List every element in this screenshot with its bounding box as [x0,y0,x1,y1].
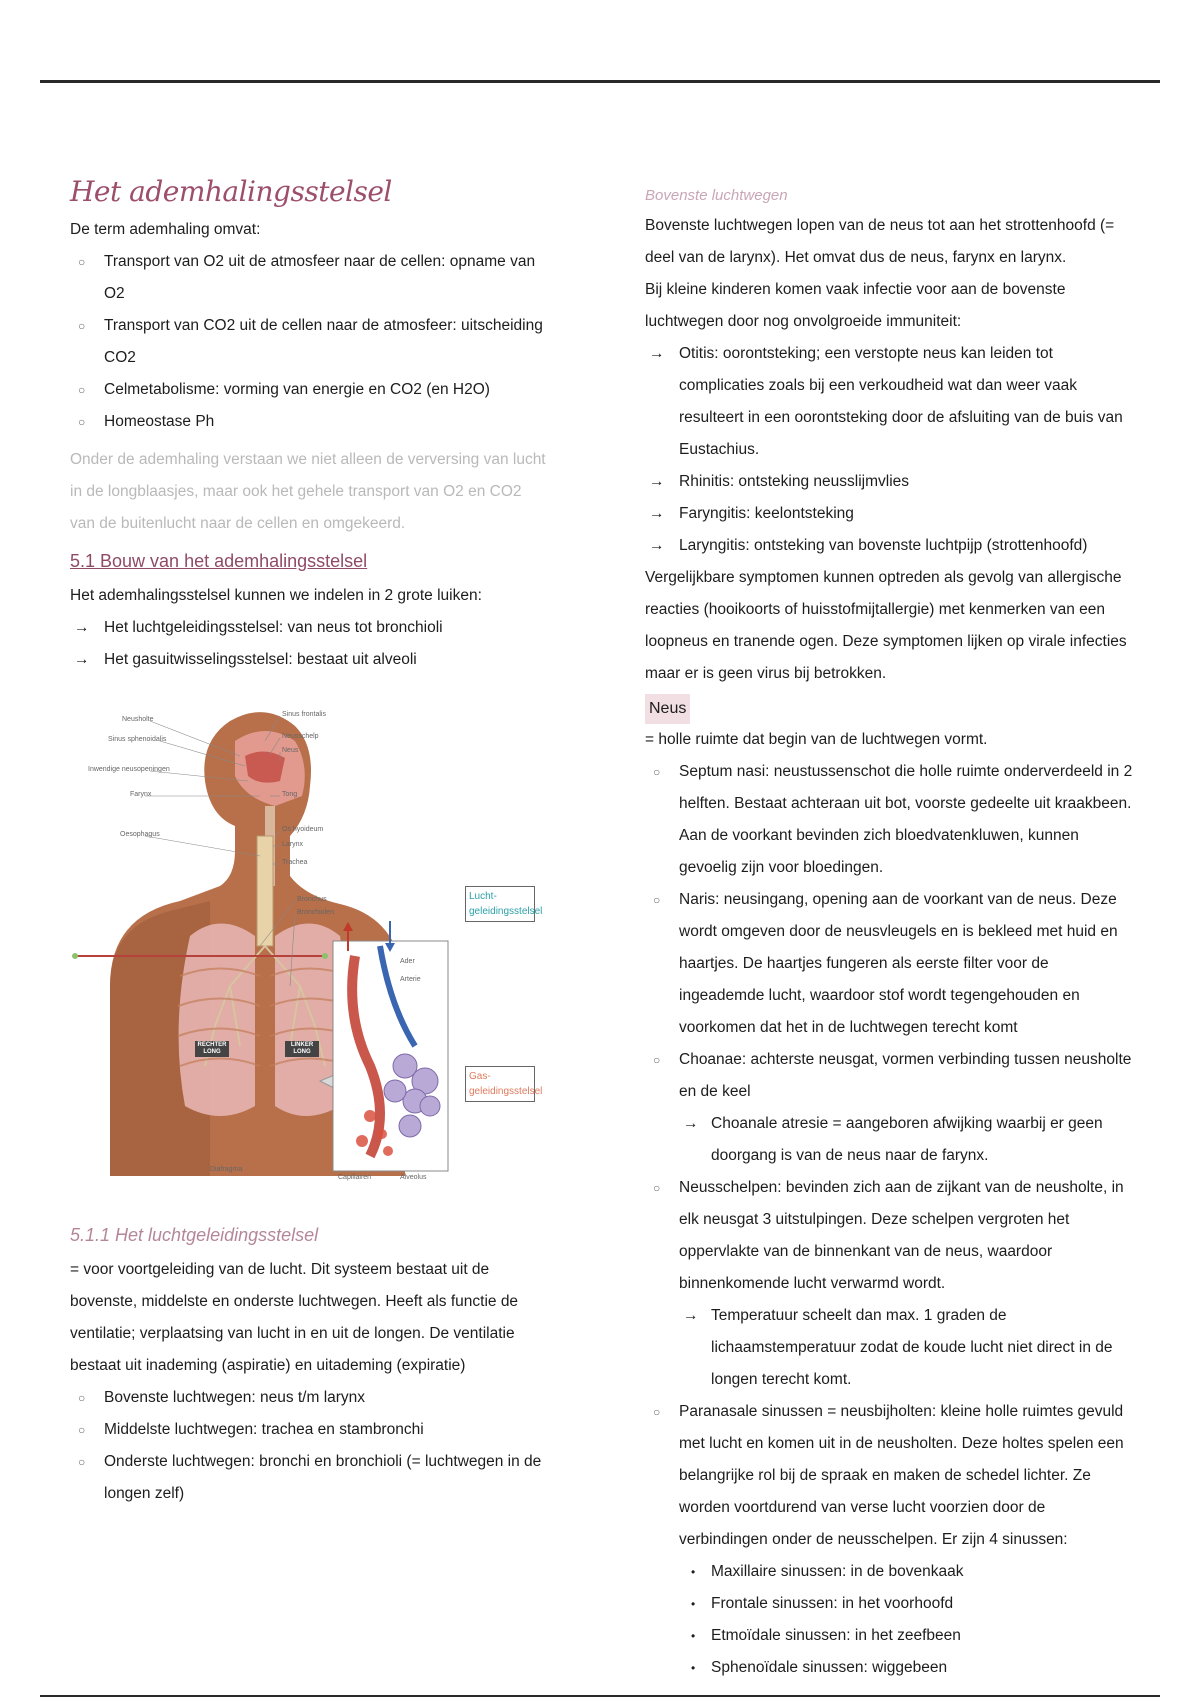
list-item: → Het gasuitwisselingsstelsel: bestaat uit alveoli [70,644,550,676]
bottom-rule [40,1695,1160,1697]
subsection-heading: 5.1.1 Het luchtgeleidingsstelsel [70,1225,319,1245]
list-item: → Faryngitis: keelontsteking [645,498,1135,530]
bullet-dot-icon: • [691,1565,696,1579]
neus-definition: = holle ruimte dat begin van de luchtwegen vormt. [645,731,988,748]
label-ader: Ader [400,958,415,965]
label-trachea: Trachea [282,859,308,866]
paragraph: Bovenste luchtwegen lopen van de neus tot aan het strottenhoofd (= deel van de larynx). Het omvat dus de neus, farynx en larynx. [645,217,1115,266]
right-arrow-icon: → [649,505,665,522]
list-item: → Het luchtgeleidingsstelsel: van neus tot bronchioli [70,612,550,644]
label-os-hyoideum: Os hyoideum [282,826,324,833]
list-item: ○ Naris: neusingang, opening aan de voorkant van de neus. Deze wordt omgeven door de neusvleugels en is bekleed met huid en haartjes. De haartjes fungeren als eerste filter voor de ingeademde lucht, waardoor stof wordt tegengehouden en voorkomen dat het in de luchtwegen terecht komt [645,884,1135,1044]
right-arrow-icon: → [74,651,90,668]
list-item: ○ Transport van CO2 uit de cellen naar de atmosfeer: uitscheiding CO2 [70,310,550,374]
list-item: → Otitis: oorontsteking; een verstopte neus kan leiden tot complicaties zoals bij een verkoudheid wat dan weer vaak resulteert in een oorontsteking door de afsluiting van de buis van Eustachius. [645,338,1135,466]
label-inwendige-neusopeningen: Inwendige neusopeningen [88,766,170,773]
list-item: • Etmoïdale sinussen: in het zeefbeen [645,1620,1135,1652]
label-alveolus: Alveolus [400,1174,427,1181]
subsection-paragraph: = voor voortgeleiding van de lucht. Dit systeem bestaat uit de bovenste, middelste en onderste luchtwegen. Heeft als functie de ventilatie; verplaatsing van lucht in en uit de longen. De ventilatie bestaat uit inademing (aspiratie) en uitademing (expiratie) [70,1261,519,1374]
right-arrow-icon: → [649,345,665,362]
label-neusholte: Neusholte [122,716,154,723]
list-item: ○ Neusschelpen: bevinden zich aan de zijkant van de neusholte, in elk neusgat 3 uitstulpingen. Deze schelpen vergroten het oppervlakte van de binnenkant van de neus, waardoor binnenkomende lucht verwarmd wordt. [645,1172,1135,1300]
left-column [70,175,550,1510]
hollow-circle-icon: ○ [653,1405,661,1419]
label-tong: Tong [282,791,298,798]
label-arterie: Arterie [400,976,421,983]
bullet-dot-icon: • [691,1629,696,1643]
hollow-circle-icon: ○ [653,893,661,907]
hollow-circle-icon: ○ [78,415,86,429]
list-item: → Laryngitis: ontsteking van bovenste luchtpijp (strottenhoofd) [645,530,1135,562]
list-item: → Rhinitis: ontsteking neusslijmvlies [645,466,1135,498]
list-item: • Sphenoïdale sinussen: wiggebeen [645,1652,1135,1684]
list-item: ○ Septum nasi: neustussenschot die holle ruimte onderverdeeld in 2 helften. Bestaat achteraan uit bot, voorste gedeelte uit kraakbeen. Aan de voorkant bevinden zich bloedvatenkluwen, kunnen gevoelig zijn voor bloedingen. [645,756,1135,884]
label-capillairen: Capillairen [338,1174,372,1181]
label-rechter-long: RECHTER LONG [195,1041,229,1057]
hollow-circle-icon: ○ [78,255,86,269]
hollow-circle-icon: ○ [78,1455,86,1469]
respiratory-diagram [70,686,543,1206]
bullet-dot-icon: • [691,1661,696,1675]
list-item: ○ Paranasale sinussen = neusbijholten: kleine holle ruimtes gevuld met lucht en komen uit in de neusholten. Deze holtes spelen een belangrijke rol bij de spraak en maken de schedel lichter. Ze worden voortdurend van verse lucht voorzien door de verbindingen onder de neusschelpen. Er zijn 4 sinussen: [645,1396,1135,1556]
intro-list [70,246,550,438]
hollow-circle-icon: ○ [78,383,86,397]
top-rule [40,80,1160,83]
section-list [70,612,550,676]
right-arrow-icon: → [649,537,665,554]
label-diafragma: Diafragma [210,1166,243,1173]
list-item: ○ Celmetabolisme: vorming van energie en CO2 (en H2O) [70,374,550,406]
hollow-circle-icon: ○ [78,1391,86,1405]
hollow-circle-icon: ○ [78,1423,86,1437]
list-item: ○ Choanae: achterste neusgat, vormen verbinding tussen neusholte en de keel [645,1044,1135,1108]
right-arrow-icon: → [683,1307,699,1324]
infection-list [645,338,1135,562]
label-neus: Neus [282,747,299,754]
list-item: ○ Transport van O2 uit de atmosfeer naar de cellen: opname van O2 [70,246,550,310]
neus-heading: Neus [645,694,690,724]
label-bronchus: Bronchus [297,896,327,903]
label-larynx: Larynx [282,841,304,848]
intro-text: De term ademhaling omvat: [70,221,261,238]
right-arrow-icon: → [649,473,665,490]
right-arrow-icon: → [683,1115,699,1132]
label-farynx: Farynx [130,791,152,798]
hollow-circle-icon: ○ [78,319,86,333]
list-item: • Maxillaire sinussen: in de bovenkaak [645,1556,1135,1588]
lucht-geleidingsstelsel-box: Lucht-geleidingsstelsel [465,886,535,922]
list-item: ○ Onderste luchtwegen: bronchi en bronchioli (= luchtwegen in de longen zelf) [70,1446,550,1510]
label-sinus-sphenoidalis: Sinus sphenoidalis [108,736,167,743]
muted-paragraph: Onder de ademhaling verstaan we niet alleen de verversing van lucht in de longblaasjes, maar ook het gehele transport van O2 en CO2 van de buitenlucht naar de cellen en omgekeerd. [70,451,546,532]
list-item: ○ Homeostase Ph [70,406,550,438]
neus-list [645,756,1135,1684]
paragraph: Bij kleine kinderen komen vaak infectie voor aan de bovenste luchtwegen door nog onvolgroeide immuniteit: [645,281,1066,330]
hollow-circle-icon: ○ [653,1053,661,1067]
bullet-dot-icon: • [691,1597,696,1611]
gas-geleidingsstelsel-box: Gas-geleidingsstelsel [465,1066,535,1102]
page-title: Het ademhalingsstelsel [70,175,392,208]
label-neusschelp: Neusschelp [282,733,319,740]
list-item: • Frontale sinussen: in het voorhoofd [645,1588,1135,1620]
hollow-circle-icon: ○ [653,1181,661,1195]
section-heading: 5.1 Bouw van het ademhalingsstelsel [70,551,368,571]
section-intro: Het ademhalingsstelsel kunnen we indelen in 2 grote luiken: [70,587,482,604]
subsection-list [70,1382,550,1510]
label-bronchiolen: Bronchiolen [297,909,334,916]
list-item: ○ Middelste luchtwegen: trachea en stambronchi [70,1414,550,1446]
label-sinus-frontalis: Sinus frontalis [282,711,326,718]
paragraph: Vergelijkbare symptomen kunnen optreden als gevolg van allergische reacties (hooikoorts of huisstofmijtallergie) met kenmerken van een loopneus en tranende ogen. Deze symptomen lijken op virale infecties maar er is geen virus bij betrokken. [645,569,1127,682]
respiratory-illustration [70,686,535,1206]
label-linker-long: LINKER LONG [285,1041,319,1057]
list-item: ○ Bovenste luchtwegen: neus t/m larynx [70,1382,550,1414]
subsection-heading-bovenste: Bovenste luchtwegen [645,187,788,204]
right-column [645,175,1135,1684]
list-item: → Temperatuur scheelt dan max. 1 graden de lichaamstemperatuur zodat de koude lucht niet direct in de longen terecht komt. [645,1300,1135,1396]
right-arrow-icon: → [74,619,90,636]
label-oesophagus: Oesophagus [120,831,160,838]
hollow-circle-icon: ○ [653,765,661,779]
list-item: → Choanale atresie = aangeboren afwijking waarbij er geen doorgang is van de neus naar de farynx. [645,1108,1135,1172]
